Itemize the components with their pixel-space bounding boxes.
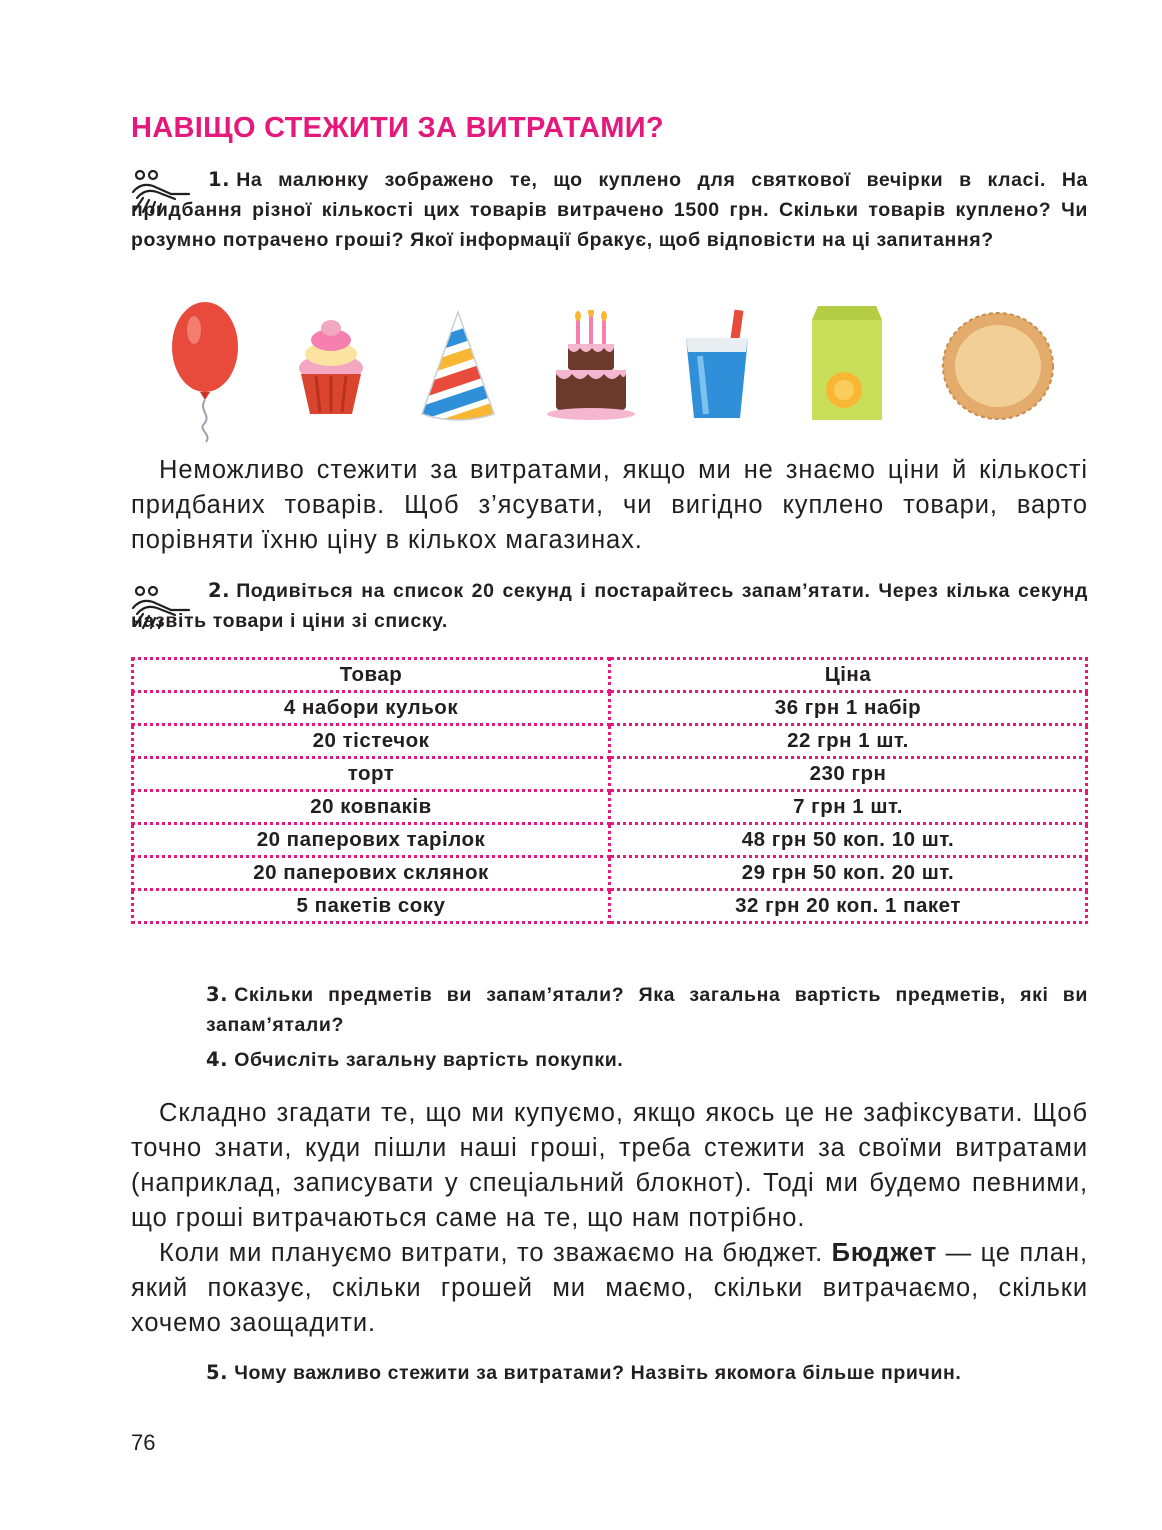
page-number: 76: [131, 1430, 156, 1455]
paper-plate-icon: [942, 312, 1054, 420]
price-cell: 32 грн 20 коп. 1 пакет: [610, 890, 1087, 923]
paragraph-3-after: — це план, який показує, скільки грошей ми маємо, скільки витрачаємо, скільки хочемо заощадити.: [131, 1239, 1088, 1337]
table-row: [133, 758, 1087, 791]
task-1-text: На малюнку зображено те, що куплено для святкової вечірки в класі. На придбання різної кількості цих товарів витрачено 1500 грн. Скільки товарів куплено? Чи розумно потрачено гроші? Якої інформації бракує, щоб відповісти на ці запитання?: [131, 169, 1088, 251]
item-cell: 20 тістечок: [133, 725, 610, 758]
item-cell: 5 пакетів соку: [133, 890, 610, 923]
task-4-number: 4.: [206, 1048, 229, 1071]
task-1: [131, 165, 1088, 255]
task-2-number: 2.: [208, 579, 231, 602]
price-cell: 7 грн 1 шт.: [610, 791, 1087, 824]
task-3-number: 3.: [206, 983, 229, 1006]
table-row: [133, 857, 1087, 890]
birthday-cake-icon: [546, 310, 636, 422]
item-cell: 4 набори кульок: [133, 692, 610, 725]
table-row: [133, 824, 1087, 857]
price-cell: 29 грн 50 коп. 20 шт.: [610, 857, 1087, 890]
paper-cup-icon: [682, 308, 752, 420]
cupcake-icon: [296, 318, 366, 416]
paragraph-3-before: Коли ми плануємо витрати, то зважаємо на бюджет.: [159, 1239, 824, 1267]
price-cell: 48 грн 50 коп. 10 шт.: [610, 824, 1087, 857]
item-cell: 20 паперових склянок: [133, 857, 610, 890]
task-3-text: Скільки предметів ви запам’ятали? Яка загальна вартість предметів, які ви запам’ятали?: [206, 984, 1088, 1036]
task-4-text: Обчисліть загальну вартість покупки.: [234, 1049, 624, 1071]
price-cell: 22 грн 1 шт.: [610, 725, 1087, 758]
header-price: Ціна: [610, 659, 1087, 692]
task-4: [206, 1045, 1088, 1075]
task-5: [206, 1358, 1088, 1388]
budget-term: Бюджет: [831, 1239, 938, 1267]
paragraph-1: [131, 453, 1088, 558]
task-3: [206, 980, 1088, 1040]
juice-pack-icon: [808, 304, 886, 422]
price-cell: 36 грн 1 набір: [610, 692, 1087, 725]
price-cell: 230 грн: [610, 758, 1087, 791]
item-cell: торт: [133, 758, 610, 791]
balloon-icon: [168, 300, 243, 445]
table-header-row: [133, 659, 1087, 692]
section-title: НАВІЩО СТЕЖИТИ ЗА ВИТРАТАМИ?: [131, 112, 664, 144]
paragraph-2: [131, 1096, 1088, 1236]
item-cell: 20 паперових тарілок: [133, 824, 610, 857]
item-cell: 20 ковпаків: [133, 791, 610, 824]
table-row: [133, 725, 1087, 758]
paragraph-2-text: Складно згадати те, що ми купуємо, якщо якось це не зафіксувати. Щоб точно знати, куди пішли наші гроші, треба стежити за своїми витратами (наприклад, записувати у спеціальний блокнот). Тоді ми будемо певними, що гроші витрачаються саме на те, що нам потрібно.: [131, 1099, 1088, 1232]
paragraph-3: [131, 1236, 1088, 1341]
task-1-number: 1.: [208, 168, 231, 191]
party-hat-icon: [418, 310, 498, 422]
header-item: Товар: [133, 659, 610, 692]
price-table: [131, 657, 1088, 924]
task-2-text: Подивіться на список 20 секунд і постарайтесь запам’ятати. Через кілька секунд назвіть товари і ціни зі списку.: [131, 580, 1088, 632]
table-row: [133, 791, 1087, 824]
table-row: [133, 692, 1087, 725]
task-5-text: Чому важливо стежити за витратами? Назвіть якомога більше причин.: [234, 1362, 962, 1384]
paragraph-1-text: Неможливо стежити за витратами, якщо ми не знаємо ціни й кількості придбаних товарів. Щоб з’ясувати, чи вигідно куплено товари, варто порівняти їхню ціну в кількох магазинах.: [131, 456, 1088, 554]
task-2: [131, 576, 1088, 636]
task-5-number: 5.: [206, 1361, 229, 1384]
table-row: [133, 890, 1087, 923]
